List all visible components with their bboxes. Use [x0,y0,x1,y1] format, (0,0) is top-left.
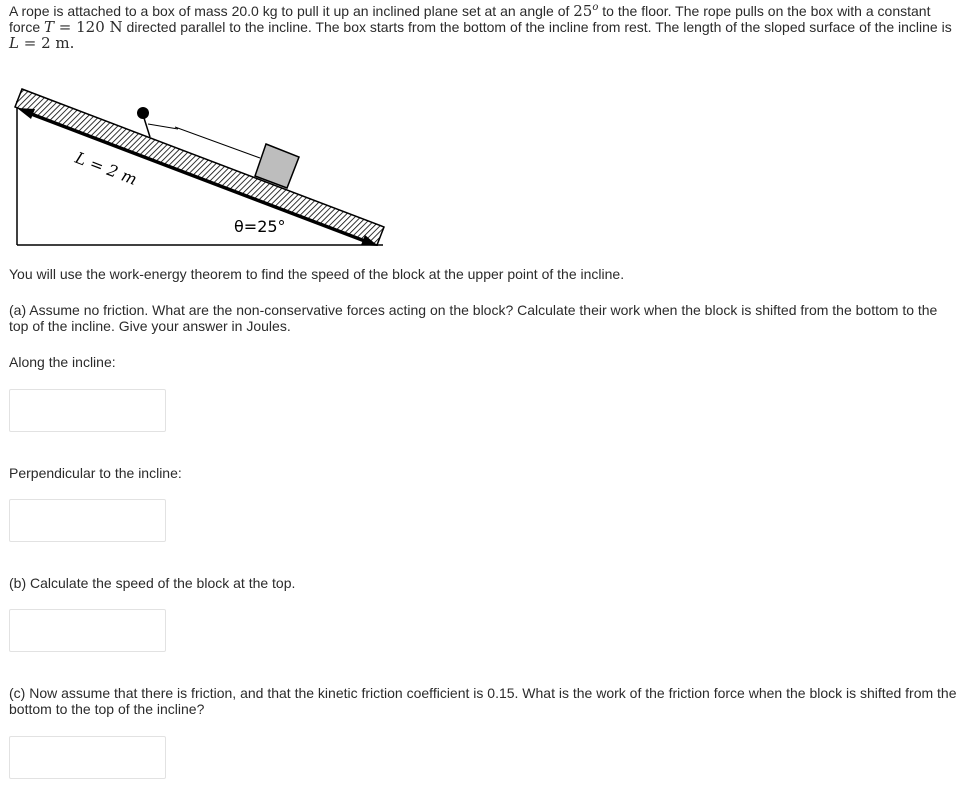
part-b-text: (b) Calculate the speed of the block at the top. [9,575,296,591]
friction-work-answer-input[interactable] [9,736,166,779]
length-math [9,34,74,52]
intro-text-1: A rope is attached to a box of mass 20.0 kg to pull it up an inclined plane set at an angle of [9,3,574,19]
part-c-text: (c) Now assume that there is friction, and that the kinetic friction coefficient is 0.15. What is the work of the friction force when the block is shifted from the bottom to the top of the incline? [9,685,957,717]
person-head-icon [137,107,149,119]
rope-top [148,124,178,129]
speed-answer-input[interactable] [9,609,166,652]
length-label: L = 2 m [72,147,140,189]
incline-surface [15,89,384,245]
force-value: = 120 N [54,18,123,36]
length-value: = 2 m. [18,34,75,52]
intro-text-2: to the floor. The rope pulls on the box with a constant force [9,3,931,35]
intro-text-3: directed parallel to the incline. The box starts from the bottom of the incline from rest. The length of the sloped surface of the incline is [122,19,952,35]
arrowhead-top-icon [17,108,35,119]
length-arrow [26,112,370,243]
perpendicular-label: Perpendicular to the incline: [9,465,182,481]
force-variable: T [44,18,55,36]
angle-value: 25 [573,2,593,20]
theorem-text: You will use the work-energy theorem to find the speed of the block at the upper point of the incline. [9,266,625,282]
part-a-text: (a) Assume no friction. What are the non-conservative forces acting on the block? Calculate their work when the block is shifted from the bottom to the top of the incline. Give your answer in Joules. [9,302,938,334]
length-variable: L [9,34,19,52]
angle-math [573,2,598,20]
incline-diagram [0,80,400,255]
along-incline-label: Along the incline: [9,354,116,370]
along-incline-answer-input[interactable] [9,389,166,432]
problem-statement [9,0,959,51]
person-body [144,118,150,137]
perpendicular-answer-input[interactable] [9,499,166,542]
angle-label: θ=25° [234,217,286,236]
angle-degree: o [592,2,599,13]
